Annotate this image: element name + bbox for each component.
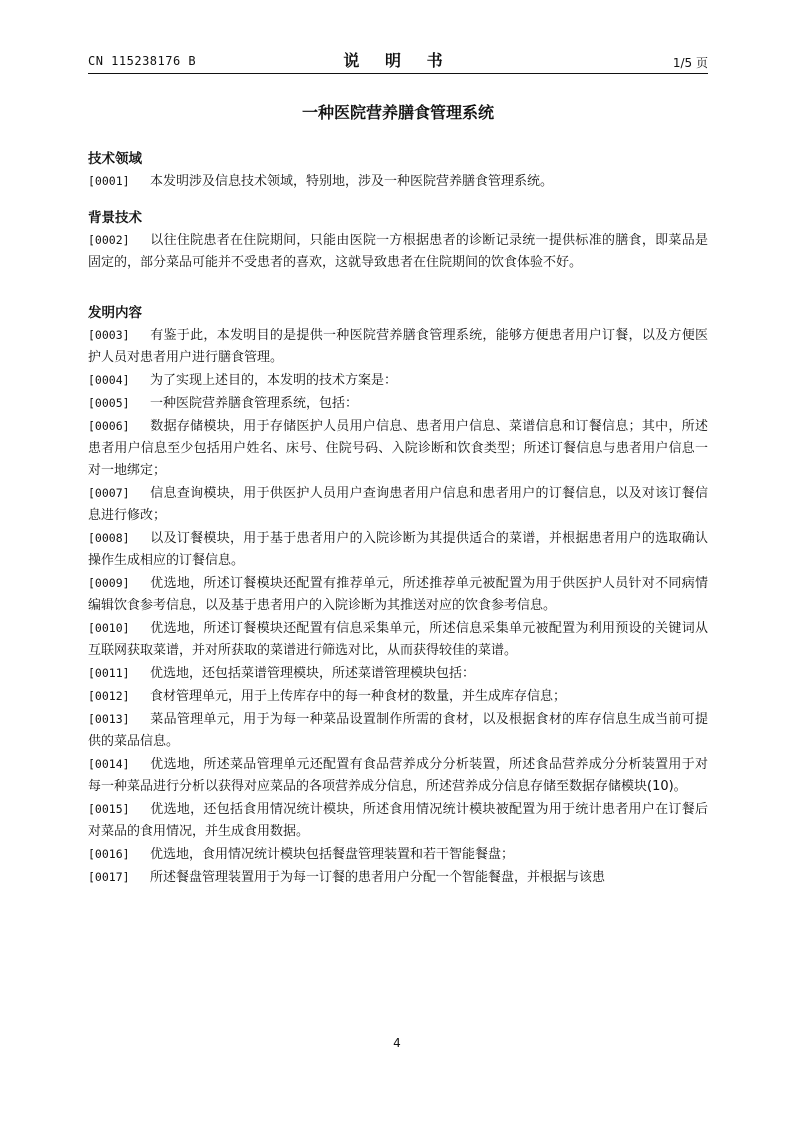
paragraph-number: [0012]	[88, 689, 130, 703]
paragraph-number: [0010]	[88, 621, 130, 635]
paragraph	[88, 324, 708, 369]
paragraph-text: 优选地，还包括食用情况统计模块，所述食用情况统计模块被配置为用于统计患者用户在订餐后对菜品的食用情况，并生成食用数据。	[88, 802, 708, 839]
paragraph-number: [0006]	[88, 419, 130, 433]
paragraph-text: 优选地，还包括菜谱管理模块，所述菜谱管理模块包括：	[150, 666, 476, 681]
paragraph	[88, 662, 708, 685]
paragraph	[88, 843, 708, 866]
paragraph-number: [0001]	[88, 174, 130, 188]
paragraph-text: 食材管理单元，用于上传库存中的每一种食材的数量，并生成库存信息；	[150, 689, 567, 704]
paragraph	[88, 866, 708, 889]
section-heading: 发明内容	[88, 305, 142, 321]
paragraph	[88, 708, 708, 753]
paragraph-number: [0005]	[88, 396, 130, 410]
paragraph-number: [0015]	[88, 802, 130, 816]
paragraph-number: [0002]	[88, 233, 130, 247]
paragraph	[88, 753, 708, 798]
paragraph	[88, 369, 708, 392]
page-number: 4	[393, 1036, 401, 1050]
paragraph-text: 一种医院营养膳食管理系统，包括：	[150, 396, 359, 411]
paragraph-text: 有鉴于此，本发明目的是提供一种医院营养膳食管理系统，能够方便患者用户订餐，以及方便医护人员对患者用户进行膳食管理。	[88, 328, 708, 365]
paragraph-number: [0013]	[88, 712, 130, 726]
page-header	[88, 48, 708, 74]
paragraph-text: 以往住院患者在住院期间，只能由医院一方根据患者的诊断记录统一提供标准的膳食，即菜品是固定的，部分菜品可能并不受患者的喜欢，这就导致患者在住院期间的饮食体验不好。	[88, 233, 708, 270]
paragraph-number: [0004]	[88, 373, 130, 387]
paragraph	[88, 482, 708, 527]
document-title: 一种医院营养膳食管理系统	[301, 103, 494, 122]
paragraph	[88, 392, 708, 415]
paragraph	[88, 617, 708, 662]
paragraph	[88, 170, 708, 193]
paragraph-text: 菜品管理单元，用于为每一种菜品设置制作所需的食材，以及根据食材的库存信息生成当前可提供的菜品信息。	[88, 712, 708, 749]
section-heading: 背景技术	[88, 210, 142, 226]
paragraph-text: 优选地，所述订餐模块还配置有信息采集单元，所述信息采集单元被配置为利用预设的关键词从互联网获取菜谱，并对所获取的菜谱进行筛选对比，从而获得较佳的菜谱。	[88, 621, 708, 658]
section-heading: 技术领域	[88, 151, 142, 167]
paragraph-text: 数据存储模块，用于存储医护人员用户信息、患者用户信息、菜谱信息和订餐信息；其中，所述患者用户信息至少包括用户姓名、床号、住院号码、入院诊断和饮食类型；所述订餐信息与患者用户信息一对一地绑定；	[88, 419, 708, 478]
document-body	[88, 148, 708, 889]
paragraph-text: 优选地，所述菜品管理单元还配置有食品营养成分分析装置，所述食品营养成分分析装置用于对每一种菜品进行分析以获得对应菜品的各项营养成分信息，所述营养成分信息存储至数据存储模块(10)。	[88, 757, 708, 794]
paragraph-text: 以及订餐模块，用于基于患者用户的入院诊断为其提供适合的菜谱，并根据患者用户的选取确认操作生成相应的订餐信息。	[88, 531, 708, 568]
patent-number: CN 115238176 B	[88, 54, 197, 68]
paragraph-text: 为了实现上述目的，本发明的技术方案是：	[150, 373, 398, 388]
paragraph-text: 优选地，食用情况统计模块包括餐盘管理装置和若干智能餐盘；	[150, 847, 515, 862]
document-type: 说 明 书	[343, 51, 453, 70]
paragraph	[88, 229, 708, 274]
page-count: 1/5 页	[672, 56, 708, 70]
paragraph-number: [0014]	[88, 757, 130, 771]
paragraph-number: [0003]	[88, 328, 130, 342]
paragraph-number: [0008]	[88, 531, 130, 545]
header-divider	[88, 73, 708, 74]
paragraph	[88, 798, 708, 843]
paragraph-text: 所述餐盘管理装置用于为每一订餐的患者用户分配一个智能餐盘，并根据与该患	[150, 870, 606, 885]
paragraph	[88, 415, 708, 482]
paragraph-number: [0007]	[88, 486, 130, 500]
paragraph	[88, 527, 708, 572]
paragraph-number: [0011]	[88, 666, 130, 680]
paragraph-number: [0009]	[88, 576, 130, 590]
paragraph-text: 优选地，所述订餐模块还配置有推荐单元，所述推荐单元被配置为用于供医护人员针对不同病情编辑饮食参考信息，以及基于患者用户的入院诊断为其推送对应的饮食参考信息。	[88, 576, 708, 613]
paragraph-text: 信息查询模块，用于供医护人员用户查询患者用户信息和患者用户的订餐信息，以及对该订餐信息进行修改；	[88, 486, 708, 523]
paragraph-text: 本发明涉及信息技术领域，特别地，涉及一种医院营养膳食管理系统。	[150, 174, 554, 189]
paragraph	[88, 685, 708, 708]
paragraph	[88, 572, 708, 617]
paragraph-number: [0016]	[88, 847, 130, 861]
paragraph-number: [0017]	[88, 870, 130, 884]
